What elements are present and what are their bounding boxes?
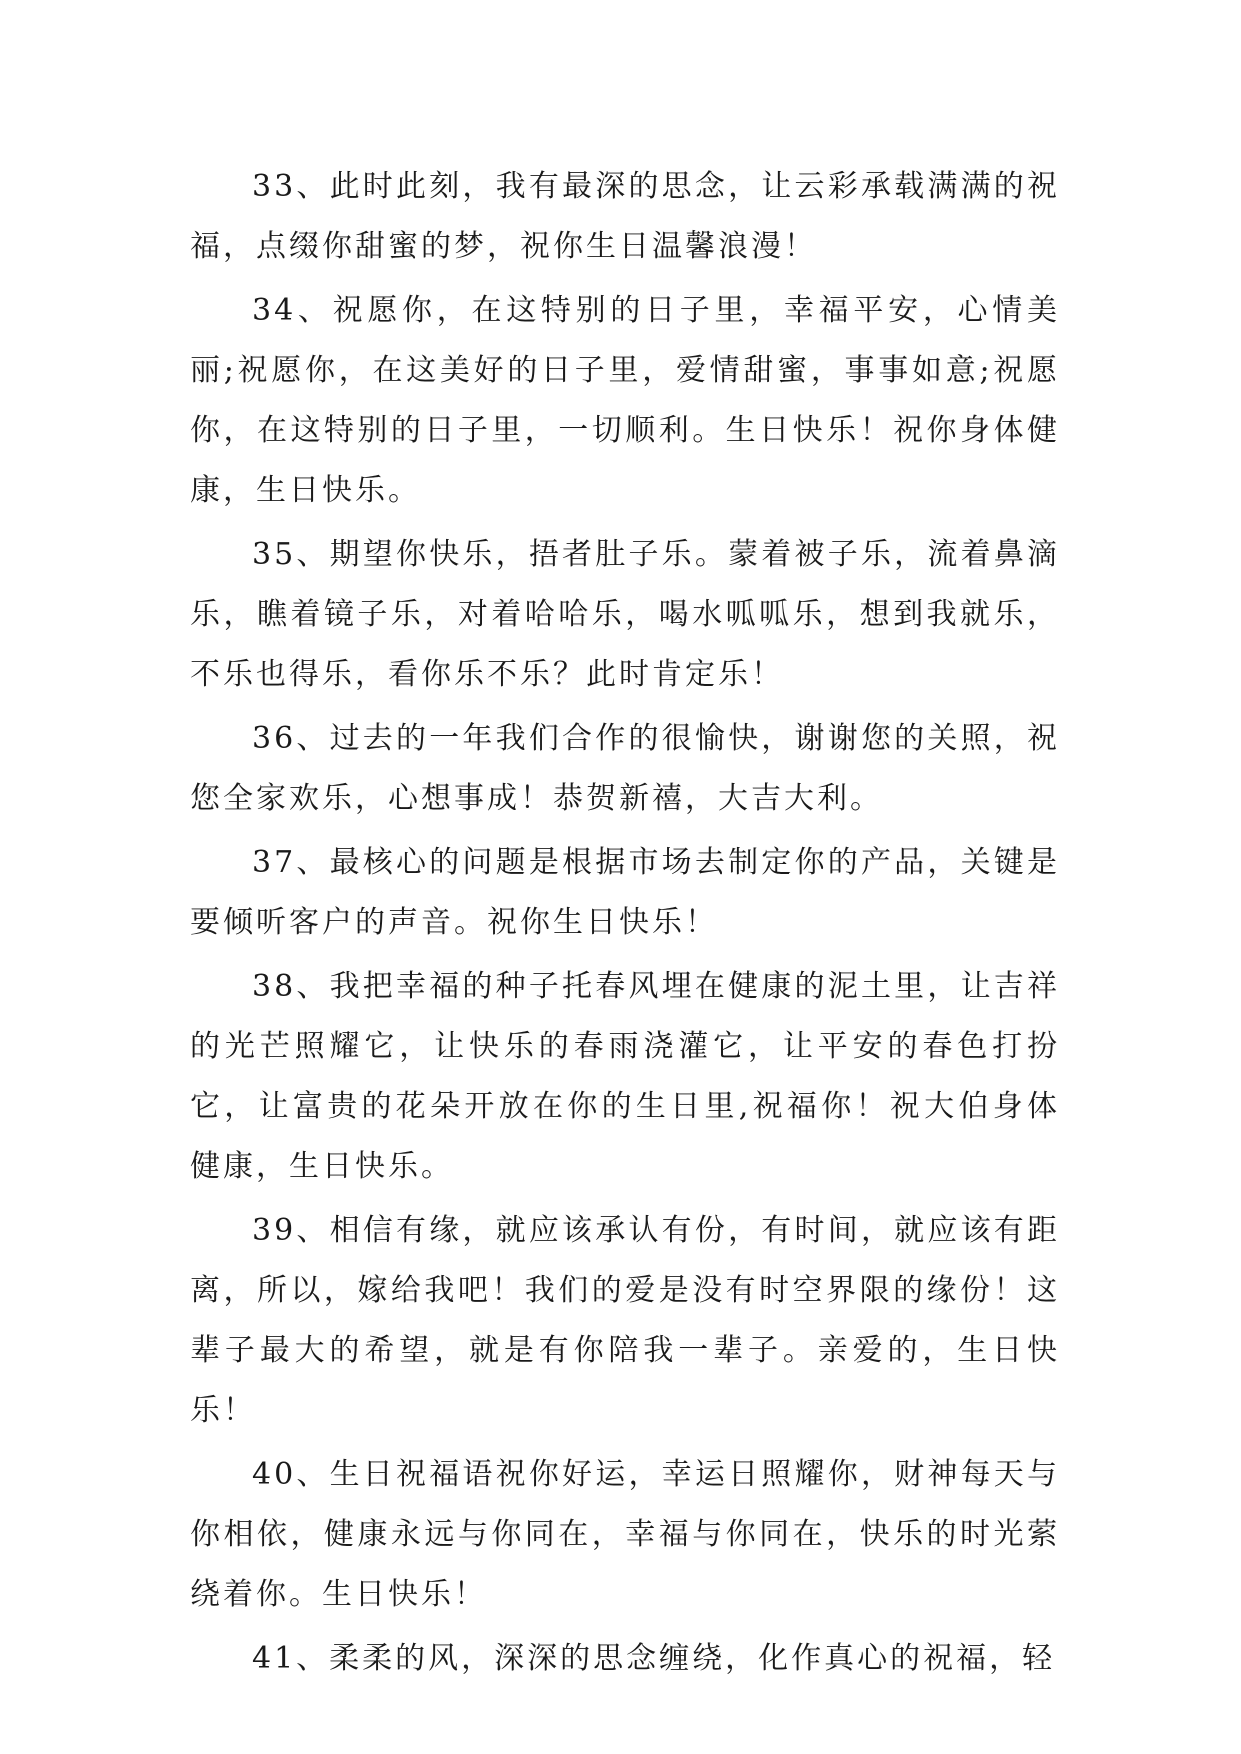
paragraph-37: 37、最核心的问题是根据市场去制定你的产品，关键是要倾听客户的声音。祝你生日快乐！ [190, 845, 1060, 940]
document-body [190, 157, 1060, 1693]
paragraph-41: 41、柔柔的风，深深的思念缠绕，化作真心的祝福，轻 [252, 1641, 1056, 1676]
paragraph-39: 39、相信有缘，就应该承认有份，有时间，就应该有距离，所以，嫁给我吧！我们的爱是没有时空界限的缘份！这辈子最大的希望，就是有你陪我一辈子。亲爱的，生日快乐！ [190, 1213, 1060, 1428]
paragraph-33: 33、此时此刻，我有最深的思念，让云彩承载满满的祝福，点缀你甜蜜的梦，祝你生日温馨浪漫！ [190, 169, 1060, 264]
paragraph-40: 40、生日祝福语祝你好运，幸运日照耀你，财神每天与你相依，健康永远与你同在，幸福与你同在，快乐的时光萦绕着你。生日快乐！ [190, 1457, 1060, 1612]
paragraph-35: 35、期望你快乐，捂者肚子乐。蒙着被子乐，流着鼻滴乐，瞧着镜子乐，对着哈哈乐，喝水呱呱乐，想到我就乐，不乐也得乐，看你乐不乐？此时肯定乐！ [190, 537, 1060, 692]
paragraph-36: 36、过去的一年我们合作的很愉快，谢谢您的关照，祝您全家欢乐，心想事成！恭贺新禧，大吉大利。 [190, 721, 1060, 816]
paragraph-38: 38、我把幸福的种子托春风埋在健康的泥土里，让吉祥的光芒照耀它，让快乐的春雨浇灌它，让平安的春色打扮它，让富贵的花朵开放在你的生日里,祝福你！祝大伯身体健康，生日快乐。 [190, 969, 1060, 1184]
paragraph-34: 34、祝愿你，在这特别的日子里，幸福平安，心情美丽;祝愿你，在这美好的日子里，爱情甜蜜，事事如意;祝愿你，在这特别的日子里，一切顺利。生日快乐！祝你身体健康，生日快乐。 [190, 293, 1060, 508]
